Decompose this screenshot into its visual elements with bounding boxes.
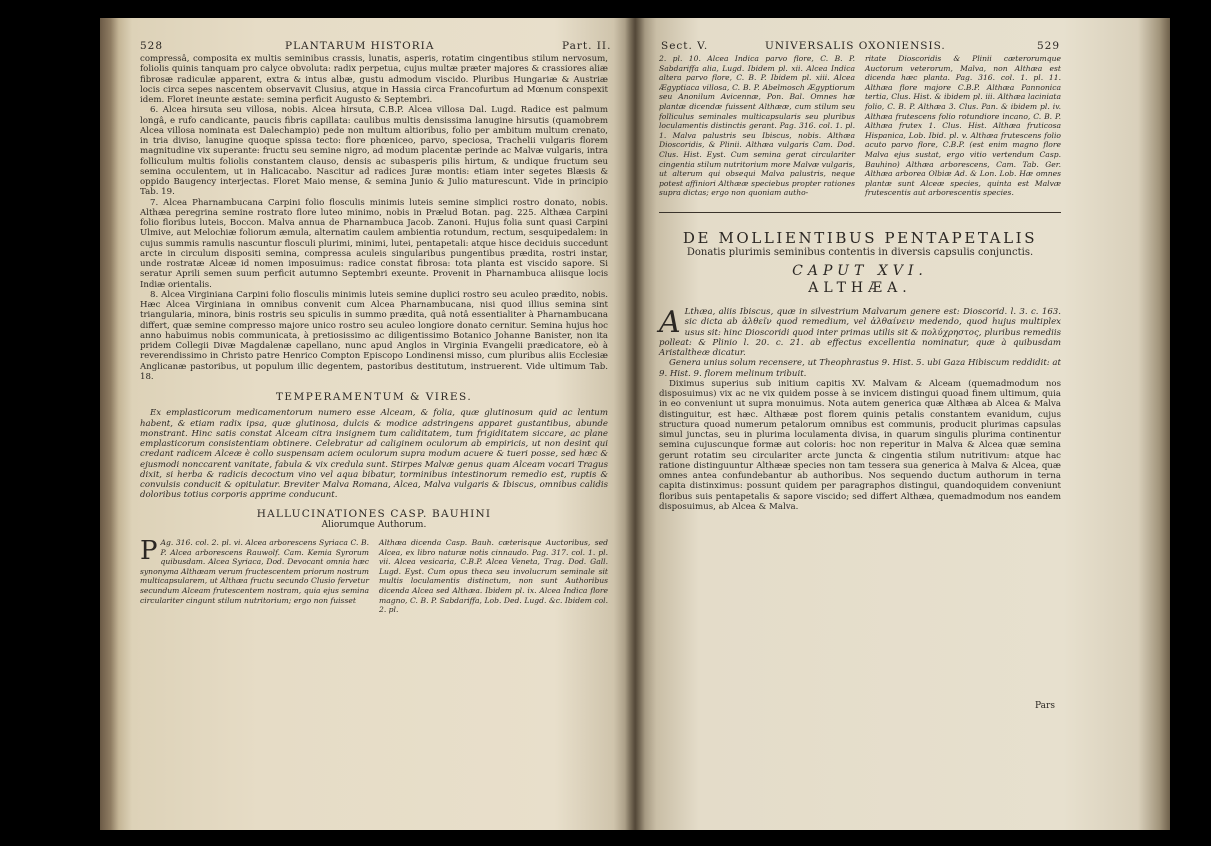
section-subheading: Aliorumque Authorum.	[321, 519, 427, 530]
notes-column-2: Althæa dicenda Casp. Bauh. cæterisque Auctoribus, sed Alcea, ex libro naturæ notis cinnaudo. Pag. 317. col. 1. pl. vii. Alcea vesicaria, C.B.P. Alcea Veneta, Trag. Dod. Gall. Lugd. Eyst. Cum opus theca seu involucrum seminale sit multis loculamentis distinctum, non sunt Authoribus dicenda Alcea sed Althæa. Ibidem pl. ix. Alcea Indica flore magno, C. B. P. Sabdariffa, Lob. Ded. Lugd. &c. Ibidem col. 2. pl.	[379, 538, 608, 615]
paragraph: Diximus superius sub initium capitis XV. Malvam & Alceam (quemadmodum nos disposuimus) vix ac ne vix quidem posse à se invicem distingui quoad finem ultimum, quia in eo conveniunt ut supra monuimus. Nota autem generica quæ Althæa ab Alcea & Malva distinguitur, est hæc. Althææ post florem quinis petalis constantem evanidum, cujus structura quoad numerum petalorum omnibus est communis, producit plurimas capsulas simul junctas, seu in plurima loculamenta divisa, in quarum singulis plurima continentur semina cujuscunque formæ aut coloris: hoc non reperitur in Malva & Alcea quæ semina gerunt rotatim seu circulariter arcte juncta & cingentia stilum nutritivum: atque hac ratione distinguuntur Althææ species non tam tessera sua generica à Malva & Alcea, quæ omnes antea confundebantur ab authoribus. Nos sequendo ductum authorum in terna capita distinximus: possunt quidem per paragraphos distingui, quandoquidem conveniunt floribus suis pentapetalis & sapore viscido; sed differt Althæa, quemadmodum nos eandem disposuimus, ab Alcea & Malva.	[659, 378, 1061, 512]
temperamentum-text: Ex emplasticorum medicamentorum numero esse Alceam, & folia, quæ glutinosum quid ac lentum habent, & etiam radix ipsa, quæ glutinosa, dulcis & modice adstringens apparet gustantibus, abunde monstrant. Hinc satis constat Alceam citra insignem tum caliditatem, tum frigiditatem siccare, ac plane emplasticorum consistentiam obtinere. Celebratur ad caliginem oculorum ab empiricis, ut non desint qui credant radicem Alceæ è collo suspensam aciem oculorum supra modum acuere & tueri posse, sed hæc & ejusmodi nonccarent vanitate, fabula & vix credula sunt. Stirpes Malvæ genus quam Alceam vocari Tragus dixit, si herba & radicis decoctum vino vel aqua bibatur, torminibus intestinorum remedio est, ruptis & convulsis conducit & opitulatur. Breviter Malva Romana, Alcea, Malva vulgaris & Ibiscus, omnibus calidis doloribus totius corporis apprime conducunt.	[140, 408, 608, 501]
drop-cap-initial: A	[659, 305, 681, 340]
chapter-text	[659, 307, 1061, 512]
drop-cap-initial: P	[140, 536, 158, 566]
left-page	[100, 18, 635, 830]
chapter-title: DE MOLLIENTIBUS PENTAPETALIS	[682, 229, 1038, 247]
notes-column-2: ritate Dioscoridis & Plinii cæterorumque Auctorum veterorum, Malva, non Althæa est dicenda hæc planta. Pag. 316. col. 1. pl. 11. Althæa flore majore C.B.P. Althæa Pannonica tertia, Clus. Hist. & ibidem pl. iii. Althæa laciniata folio, C. B. P. Althæa 3. Clus. Pan. & ibidem pl. iv. Althæa frutescens folio rotundiore incano, C. B. P. Althæa frutex 1. Clus. Hist. Althæa fruticosa Hispanica, Lob. Ibid. pl. v. Althæa frutescens folio acuto parvo flore, C.B.P. (est enim magno flore Malva ejus sustat, ergo vitio vertendum Casp. Bauhino) Althæa arborescens, Cam. Tab. Ger. Althæa arborea Olbiæ Ad. & Lon. Lob. Hæ omnes plantæ sunt Alceæ species, quinta est Malvæ frutescentis aut arborescentis species.	[865, 54, 1061, 198]
paragraph: 7. Alcea Pharnambucana Carpini folio flosculis minimis luteis semine simplici rostro donato, nobis. Althæa peregrina semine rostrato flore luteo minimo, nobis in Prælud Botan. pag. 225. Althæa Carpini folio floribus luteis, Boccon. Malva annua de Pharnambuca Jacob. Zanoni. Hujus folia sunt quasi Carpini Ulmive, aut Melochiæ foliorum æmula, alternatim caulem ambientia rotundum, rectum, sesquipedalem: in cujus summis ramulis nascuntur flosculi plurimi, minimi, lutei, pentapetali: atque hisce deciduis succedunt arcte in circulum dispositi semina, compressa aculeis singularibus pungentibus prædita, rostri instar, unde rostratæ Alceæ id nomen imposuimus: radice constat fibrosa: tota planta est viscido sapore. Si seratur Aprili semen suum perficit autumno Septembri exeunte. Provenit in Pharnambuca aliisque locis Indiæ orientalis.	[140, 197, 608, 290]
notes-column-1: P Ag. 316. col. 2. pl. vi. Alcea arborescens Syriaca C. B. P. Alcea arborescens Rauwolf. Cam. Kemia Syrorum quibusdam. Alcea Syriaca, Dod. Devocant omnia hæc synonyma Althæam verum fructescentem priorum nostrum multicapsularem, ut Althæa fructu secundo Clusio fervetur secundum Alceam frutescentem nostram, quia ejus semina circulariter cingunt stilum nutritorium; ergo non fuisset	[140, 536, 369, 605]
chapter-name: ALTHÆA.	[808, 279, 912, 296]
open-book	[100, 18, 1170, 830]
section-heading-hallucinationes: HALLUCINATIONES CASP. BAUHINI	[256, 507, 492, 520]
right-page-number: 529	[1037, 40, 1061, 52]
right-page	[635, 18, 1170, 830]
left-text-body	[140, 54, 608, 615]
chapter-subtitle: Donatis plurimis seminibus contentis in diversis capsulis conjunctis.	[686, 247, 1034, 259]
section-heading-temperamentum: TEMPERAMENTUM & VIRES.	[275, 391, 473, 403]
two-column-notes	[140, 538, 608, 615]
right-text-body	[659, 54, 1061, 512]
paragraph: 6. Alcea hirsuta seu villosa, nobis. Alcea hirsuta, C.B.P. Alcea villosa Dal. Lugd. Radice est palmum longâ, e rufo candicante, paucis fibris capillata: caulibus multis densissima lanugine hirsutis (quamobrem Alcea villosa nominata est Dalechampio) pede non multum altioribus, folio per ambitum multum crenato, in tria diviso, lanugine quoque spissa tecto: flore phœniceo, parvo, speciosa, Trachelii vulgaris florem magnitudine vix superante: fructu seu semine nigro, ad modum placentæ perinde ac Malvæ vulgaris, intra folliculum multis foliolis constantem clauso, densis ac subasperis pilis hirtum, & undique fructum seu semina occulentem, ut in Halicacabo. Nascitur ad radices Juræ montis: etiam inter segetes Blæsis & oppido Baugency interjectas. Floret Maio mense, & semina Junio & Julio maturescunt. Vide in principio Tab. 19.	[140, 105, 608, 198]
right-section-ref: Sect. V.	[661, 40, 709, 52]
chapter-heading-block	[659, 229, 1061, 296]
left-running-title: PLANTARUM HISTORIA	[285, 40, 435, 52]
left-page-number: 528	[140, 40, 164, 52]
two-column-notes-top	[659, 54, 1061, 204]
paragraph: 8. Alcea Virginiana Carpini folio flosculis minimis luteis semine duplici rostro seu aculeo prædito, nobis. Hæc Alcea Virginiana in omnibus convenit cum Alcea Pharnambucana, nisi quod illius semina sint triangularia, minora, binis rostris seu spiculis in summo prædita, quâ notâ essentialiter à Pharnambucana differt, quæ semine compresso majore unico rostro seu aculeo longiore donato cernitur. Semina hujus hoc anno habuimus nobis communicata, à pretiosissimo ac diligentissimo Botanico Johanne Banister, non ita pridem Collegii Divæ Magdalenæ capellano, nunc apud Anglos in Virginia Evangelii prædicatore, eò à reverendissimo in Christo patre Henrico Compton Episcopo Londinensi misso, cum pluribus aliis Ecclesiæ Anglicanæ pastoribus, ut populum illic degentem, pastoribus destitutum, instruerent. Vide ultimum Tab. 18.	[140, 289, 608, 382]
notes-column-1: 2. pl. 10. Alcea Indica parvo flore, C. B. P. Sabdariffa alia, Lugd. Ibidem pl. xii. Alcea Indica altera parvo flore, C. B. P. Ibidem pl. xiii. Alcea Ægyptiaca villosa, C. B. P. Abelmosch Ægyptiorum seu Anonilum Avicennæ, Pon. Bal. Omnes hæ plantæ dicendæ fuissent Althææ, cum stilum seu folliculus seminales multicapsularis seu pluribus loculamentis distinctis gerant. Pag. 316. col. 1. pl. 1. Malva palustris seu Ibiscus, nobis. Althæa Dioscoridis, & Plinii. Althæa vulgaris Cam. Dod. Clus. Hist. Eyst. Cum semina gerat circulariter cingentia stilum nutritorium more Malvæ vulgaris, ut alterum qui obsequi Malva palustris, neque potest affiniori Althææ speciebus propter rationes supra dictas; ergo non quoniam autho-	[659, 54, 855, 198]
paragraph: compressâ, composita ex multis seminibus crassis, lunatis, asperis, rotatim cingentibus stilum nervosum, foliolis quinis tanquam pro calyce obvoluta: radix perpetua, cujus multæ præter majores & crassiores aliæ fibrosæ radiculæ apparent, extra & intus albæ, gustu admodum viscido. Pluribus Hungariæ & Austriæ locis circa sepes nascentem observavit Clusius, atque in Hassia circa Francofurtum ad Mœnum conspexit idem. Floret ineunte æstate: semina perficit Augusto & Septembri.	[140, 54, 608, 105]
chapter-number: CAPUT XVI.	[792, 262, 928, 279]
paragraph: Genera unius solum recensere, ut Theophrastus 9. Hist. 5. ubi Gaza Hibiscum reddidit: at 9. Hist. 9. florem melinum tribuit.	[659, 358, 1061, 379]
left-part-label: Part. II.	[562, 40, 612, 52]
right-running-title: UNIVERSALIS OXONIENSIS.	[765, 40, 946, 52]
divider-rule	[659, 212, 1061, 213]
book-gutter	[625, 18, 645, 830]
paragraph: A Lthæa, aliis Ibiscus, quæ in silvestrium Malvarum genere est: Dioscorid. l. 3. c. 163. sic dicta ab ἀλθεῖν quod remedium, vel ἀλθαίνειν medendo, quod hujus multiplex usus sit: hinc Dioscoridi quod inter primas utilis sit & πολύχρηστος, pluribus remediis polleat: & Plinio l. 20. c. 21. ab effectus excellentia nominatur, quæ à quibusdam Aristaltheæ dicatur.	[659, 305, 1061, 358]
catchword: Pars	[1035, 701, 1055, 711]
